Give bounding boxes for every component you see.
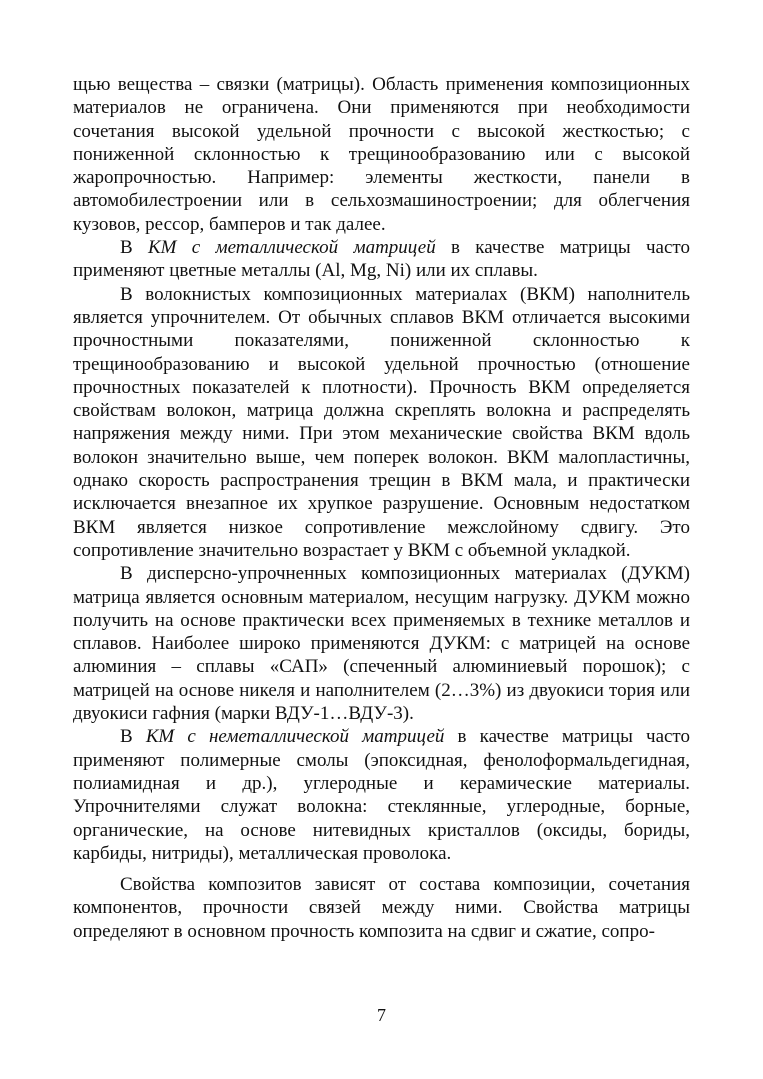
page-number: 7: [377, 1005, 386, 1025]
emphasis-nonmetal-matrix: КМ с неметаллической матрицей: [145, 726, 445, 748]
paragraph-nonmetal-matrix: [73, 725, 690, 865]
paragraph-composite-properties: Свойства композитов зависят от состава композиции, сочетания компонентов, прочности связей между ними. Свойства матрицы определяют в основном прочность композита на сдвиг и сжатие, сопро-: [73, 874, 690, 942]
paragraph-metal-matrix: [73, 236, 690, 283]
paragraph-body: в качестве матрицы часто применяют полимерные смолы (эпоксидная, фенолоформальдегидная, полиамидная и др.), углеродные и керамические материалы. Упрочнителями служат волокна: стеклянные, углеродные, борные, органические, на основе нитевидных кристаллов (оксиды, бориды, карбиды, нитриды), металлическая проволока.: [73, 726, 690, 864]
paragraph-dispersion-composites: В дисперсно-упрочненных композиционных материалах (ДУКМ) матрица является основным материалом, несущим нагрузку. ДУКМ можно получить на основе практически всех применяемых в технике металлов и сплавов. Наиболее широко применяются ДУКМ: с матрицей на основе алюминия – сплавы «САП» (спеченный алюминиевый порошок); с матрицей на основе никеля и наполнителем (2…3%) из двуокиси тория или двуокиси гафния (марки ВДУ-1…ВДУ-3).: [73, 563, 690, 725]
document-page: [73, 73, 690, 943]
paragraph-lead: В: [120, 237, 148, 259]
paragraph-fiber-composites: В волокнистых композиционных материалах (ВКМ) наполнитель является упрочнителем. От обычных сплавов ВКМ отличается высокими прочностными показателями, пониженной склонностью к трещинообразованию и высокой удельной прочностью (отношение прочностных показателей к плотности). Прочность ВКМ определяется свойствам волокон, матрица должна скреплять волокна и распределять напряжения между ними. При этом механические свойства ВКМ вдоль волокон значительно выше, чем поперек волокон. ВКМ малопластичны, однако скорость распространения трещин в ВКМ мала, и практически исключается внезапное их хрупкое разрушение. Основным недостатком ВКМ является низкое сопротивление межслойному сдвигу. Это сопротивление значительно возрастает у ВКМ с объемной укладкой.: [73, 283, 690, 561]
paragraph-lead: В: [120, 726, 146, 748]
paragraph-intro-continuation: щью вещества – связки (матрицы). Область применения композиционных материалов не ограничена. Они применяются при необходимости сочетания высокой удельной прочности с высокой жесткостью; с пониженной склонностью к трещинообразованию или с высокой жаропрочностью. Например: элементы жесткости, панели в автомобилестроении или в сельхозмашиностроении; для облегчения кузовов, рессор, бамперов и так далее.: [73, 74, 690, 235]
emphasis-metal-matrix: КМ с металлической матрицей: [147, 237, 436, 259]
paragraph-body: в качестве матрицы часто применяют цветные металлы (Al, Mg, Ni) или их сплавы.: [73, 237, 690, 282]
